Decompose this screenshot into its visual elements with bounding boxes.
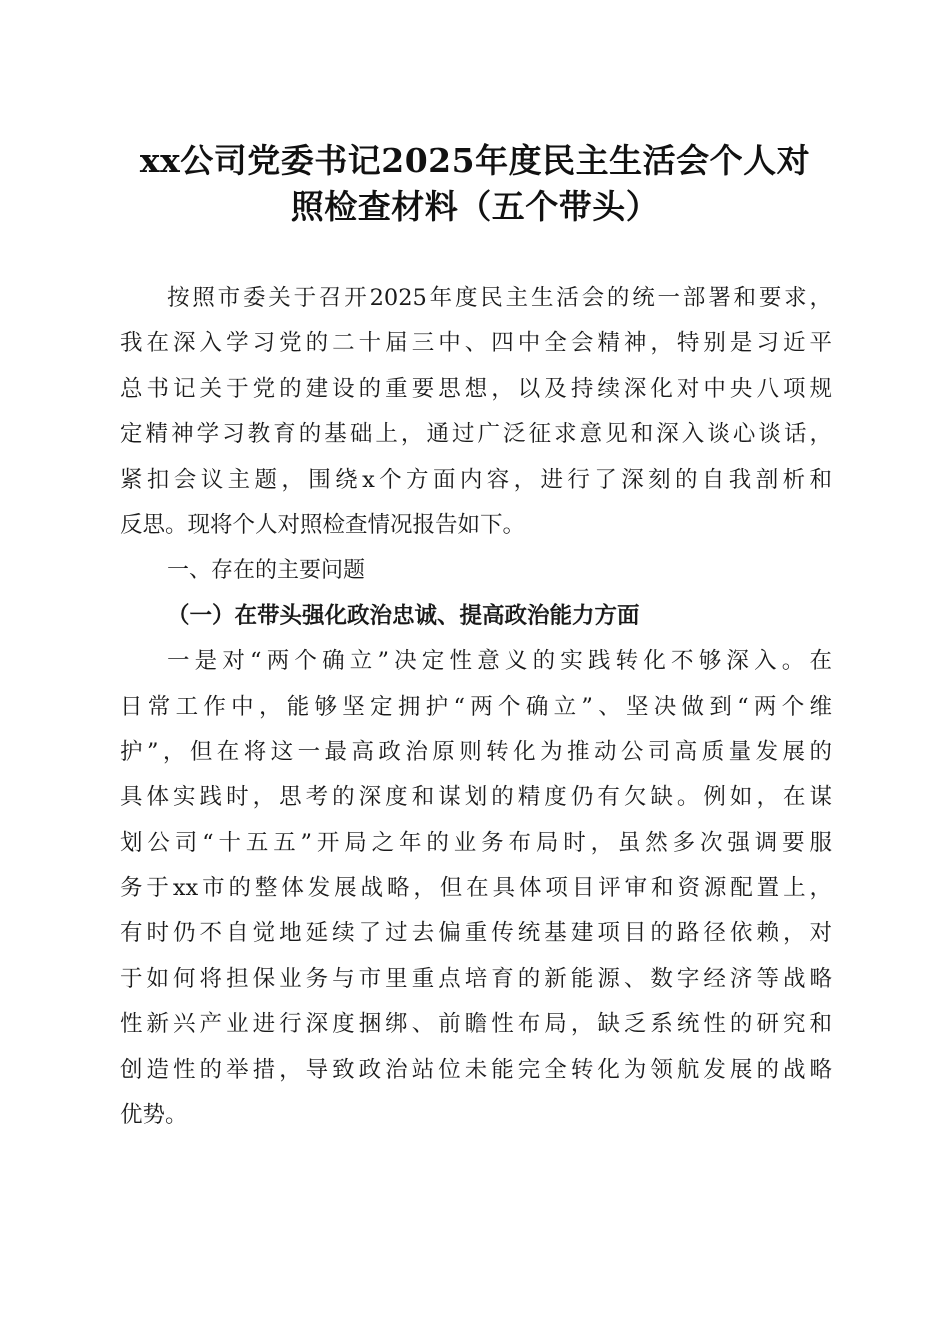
paragraph-line: 总书记关于党的建设的重要思想，以及持续深化对中央八项规 [120,375,832,402]
paragraph-intro [120,276,832,548]
document-body [120,276,832,1138]
paragraph-line: 反思。现将个人对照检查情况报告如下。 [120,511,526,538]
paragraph-line: 具体实践时，思考的深度和谋划的精度仍有欠缺。例如，在谋 [120,784,832,811]
title-line-1: xx公司党委书记2025年度民主生活会个人对 [139,141,811,180]
document-title [100,138,850,230]
paragraph-line: 性新兴产业进行深度捆绑、前瞻性布局，缺乏系统性的研究和 [120,1011,832,1038]
paragraph-line: 一是对“两个确立”决定性意义的实践转化不够深入。在 [167,648,832,675]
paragraph-line: 定精神学习教育的基础上，通过广泛征求意见和深入谈心谈话， [120,421,832,448]
paragraph-line: 划公司“十五五”开局之年的业务布局时，虽然多次强调要服 [120,829,832,856]
paragraph-line: 护”，但在将这一最高政治原则转化为推动公司高质量发展的 [120,738,832,765]
section-heading: 一、存在的主要问题 [167,558,366,584]
paragraph-line: 按照市委关于召开2025年度民主生活会的统一部署和要求， [167,285,832,311]
paragraph-point-one [120,639,832,1138]
title-line-2: 照检查材料（五个带头） [290,187,660,226]
paragraph-line: 创造性的举措，导致政治站位未能完全转化为领航发展的战略 [120,1056,832,1083]
paragraph-line: 紧扣会议主题，围绕x个方面内容，进行了深刻的自我剖析和 [120,466,832,493]
paragraph-line: 务于xx市的整体发展战略，但在具体项目评审和资源配置上， [120,875,832,902]
paragraph-line: 优势。 [120,1102,188,1129]
subsection-heading: （一）在带头强化政治忠诚、提高政治能力方面 [167,602,640,629]
paragraph-line: 有时仍不自觉地延续了过去偏重传统基建项目的路径依赖，对 [120,920,832,947]
paragraph-line: 我在深入学习党的二十届三中、四中全会精神，特别是习近平 [120,330,832,357]
paragraph-line: 于如何将担保业务与市里重点培育的新能源、数字经济等战略 [120,965,832,992]
paragraph-line: 日常工作中，能够坚定拥护“两个确立”、坚决做到“两个维 [120,693,832,720]
